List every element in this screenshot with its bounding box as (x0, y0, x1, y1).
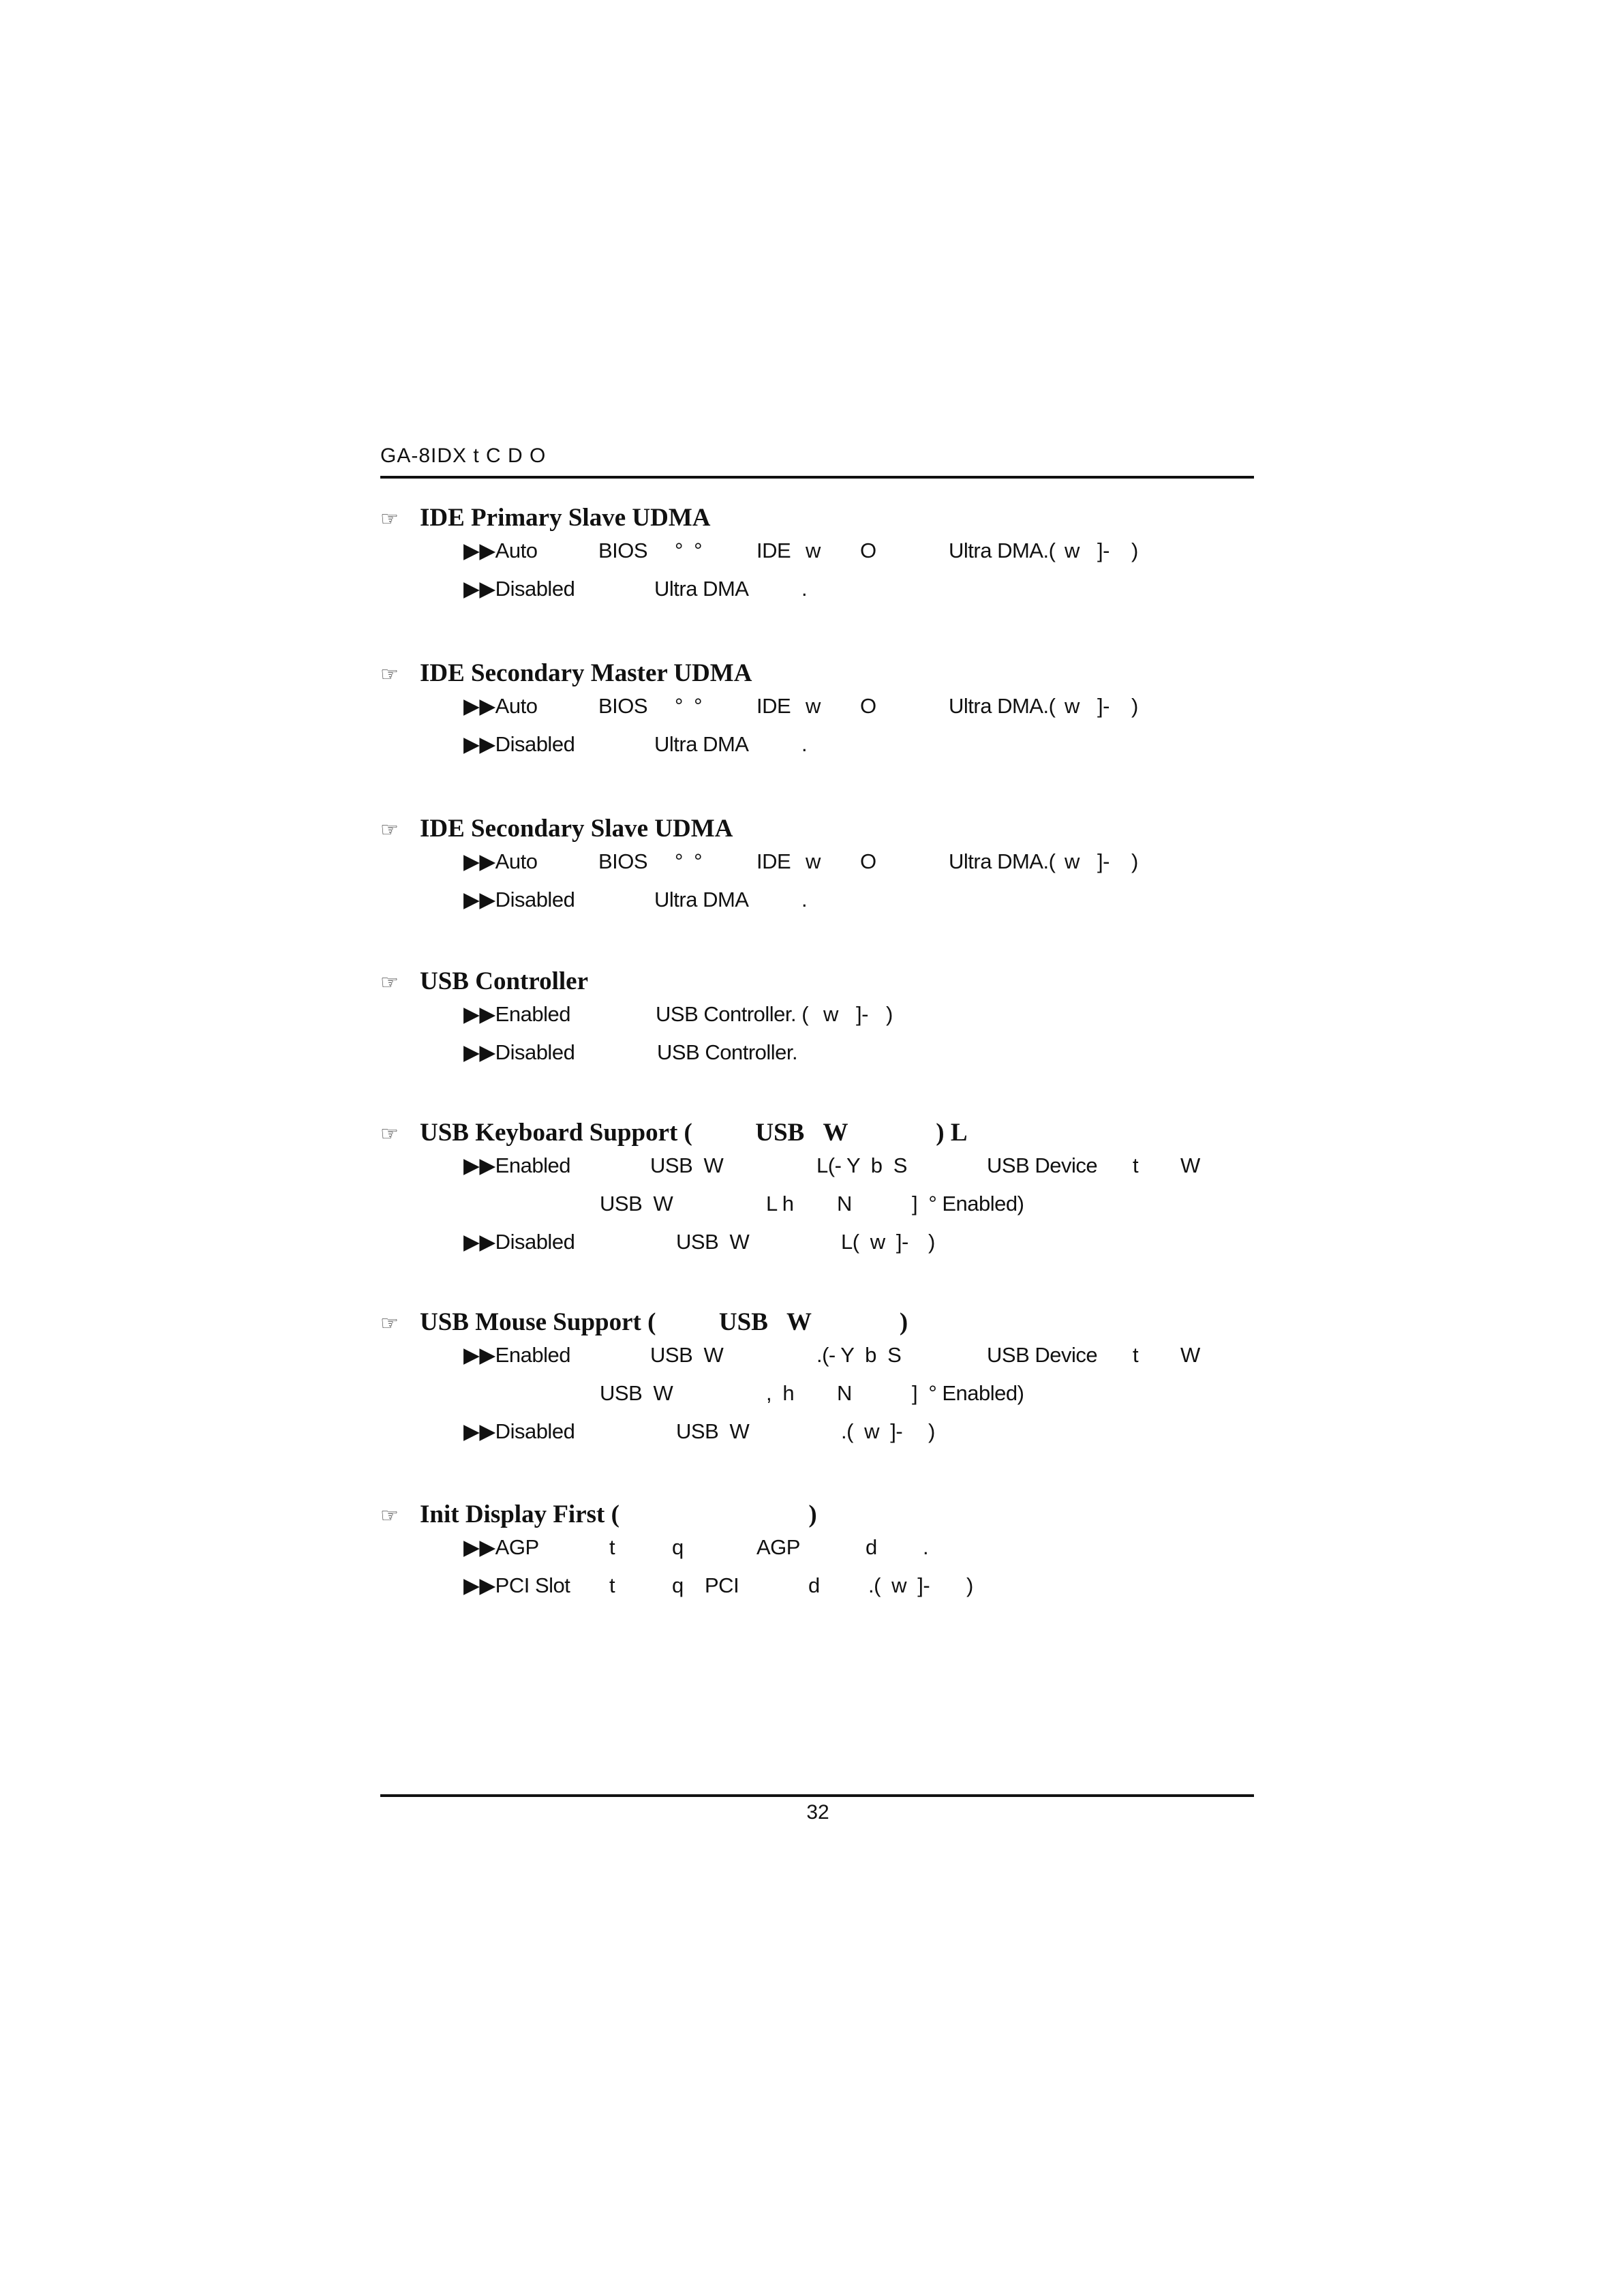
option-text: ) (1131, 694, 1138, 718)
page-number: 32 (806, 1801, 829, 1824)
option-text: ) (928, 1419, 935, 1443)
option-text: . (801, 732, 808, 756)
option-text: L( w ]- (841, 1230, 908, 1254)
option-text: , h (766, 1381, 795, 1405)
option-label: ▶▶Auto (463, 849, 538, 873)
pointing-hand-icon: ☞ (380, 971, 399, 995)
option-text: w (806, 849, 821, 873)
pointing-hand-icon: ☞ (380, 663, 399, 686)
option-label: ▶▶Enabled (463, 1343, 570, 1367)
option-text: Ultra DMA.( (949, 539, 1056, 562)
option-text: ) (966, 1573, 973, 1597)
option-label: ▶▶PCI Slot (463, 1573, 570, 1597)
option-text: . (801, 888, 808, 911)
option-label: ▶▶Enabled (463, 1153, 570, 1177)
option-text: L h (766, 1192, 794, 1215)
option-text: USB Controller. (657, 1040, 798, 1064)
option-text: ]- (1097, 849, 1110, 873)
option-text: w (1065, 539, 1080, 562)
option-text: ]- (1097, 539, 1110, 562)
option-text: O (860, 694, 876, 718)
option-text: ) (1131, 849, 1138, 873)
option-text: w (823, 1002, 838, 1026)
option-label: ▶▶Disabled (463, 1419, 575, 1443)
pointing-hand-icon: ☞ (380, 1504, 399, 1528)
option-text: IDE (756, 849, 791, 873)
option-text: d (808, 1573, 820, 1597)
option-text: IDE (756, 539, 791, 562)
option-text: q (672, 1535, 684, 1559)
option-text: t (1133, 1343, 1139, 1367)
option-text: USB Device (987, 1343, 1098, 1367)
section-title: USB Keyboard Support ( USB W ) L (420, 1119, 968, 1147)
option-text: ) (928, 1230, 935, 1254)
option-text: ]- (856, 1002, 868, 1026)
option-text: L(- Y b S (816, 1153, 907, 1177)
option-text: USB W (600, 1192, 673, 1215)
option-text: USB Device (987, 1153, 1098, 1177)
option-text: BIOS (598, 694, 648, 718)
option-text: USB W (650, 1153, 724, 1177)
running-header: GA-8IDX t C D O (380, 444, 547, 467)
section-title: USB Mouse Support ( USB W ) (420, 1308, 908, 1336)
option-text: Ultra DMA (654, 732, 749, 756)
option-text: . (923, 1535, 929, 1559)
option-text: ° ° (675, 849, 703, 873)
option-label: ▶▶Disabled (463, 732, 575, 756)
option-text: Ultra DMA.( (949, 849, 1056, 873)
option-label: ▶▶Disabled (463, 577, 575, 601)
pointing-hand-icon: ☞ (380, 507, 399, 531)
option-label: ▶▶Enabled (463, 1002, 570, 1026)
option-text: Ultra DMA (654, 577, 749, 601)
option-label: ▶▶Disabled (463, 1040, 575, 1064)
option-text: w (806, 694, 821, 718)
option-label: ▶▶Auto (463, 694, 538, 718)
footer-rule (380, 1794, 1254, 1797)
header-rule (380, 476, 1254, 479)
option-text: IDE (756, 694, 791, 718)
option-text: .(- Y b S (816, 1343, 902, 1367)
option-text: N (837, 1192, 852, 1215)
option-text: w (1065, 849, 1080, 873)
option-text: ] ° Enabled) (912, 1192, 1024, 1215)
option-text: t (609, 1535, 615, 1559)
option-text: .( w ]- (868, 1573, 930, 1597)
section-title: USB Controller (420, 967, 589, 995)
option-text: AGP (756, 1535, 800, 1559)
option-text: t (609, 1573, 615, 1597)
option-label: ▶▶Auto (463, 539, 538, 562)
option-text: PCI (705, 1573, 739, 1597)
option-text: .( w ]- (841, 1419, 903, 1443)
option-text: ]- (1097, 694, 1110, 718)
option-text: BIOS (598, 849, 648, 873)
option-text: N (837, 1381, 852, 1405)
option-text: USB W (676, 1419, 750, 1443)
option-text: USB Controller. ( (656, 1002, 809, 1026)
option-text: . (801, 577, 808, 601)
option-label: ▶▶AGP (463, 1535, 539, 1559)
option-text: w (806, 539, 821, 562)
section-title: IDE Secondary Master UDMA (420, 659, 752, 687)
option-text: O (860, 539, 876, 562)
pointing-hand-icon: ☞ (380, 1312, 399, 1335)
option-text: ° ° (675, 539, 703, 562)
option-text: ] ° Enabled) (912, 1381, 1024, 1405)
option-text: ) (1131, 539, 1138, 562)
option-text: O (860, 849, 876, 873)
option-text: BIOS (598, 539, 648, 562)
option-text: t (1133, 1153, 1139, 1177)
option-text: USB W (650, 1343, 724, 1367)
option-text: ° ° (675, 694, 703, 718)
option-text: W (1180, 1343, 1200, 1367)
option-text: Ultra DMA (654, 888, 749, 911)
option-text: w (1065, 694, 1080, 718)
section-title: Init Display First ( ) (420, 1500, 817, 1528)
section-title: IDE Secondary Slave UDMA (420, 815, 733, 843)
option-text: ) (886, 1002, 893, 1026)
option-text: Ultra DMA.( (949, 694, 1056, 718)
pointing-hand-icon: ☞ (380, 1122, 399, 1146)
option-label: ▶▶Disabled (463, 888, 575, 911)
pointing-hand-icon: ☞ (380, 818, 399, 842)
option-text: d (866, 1535, 877, 1559)
option-text: USB W (600, 1381, 673, 1405)
option-text: USB W (676, 1230, 750, 1254)
section-title: IDE Primary Slave UDMA (420, 504, 711, 532)
option-label: ▶▶Disabled (463, 1230, 575, 1254)
option-text: q (672, 1573, 684, 1597)
option-text: W (1180, 1153, 1200, 1177)
